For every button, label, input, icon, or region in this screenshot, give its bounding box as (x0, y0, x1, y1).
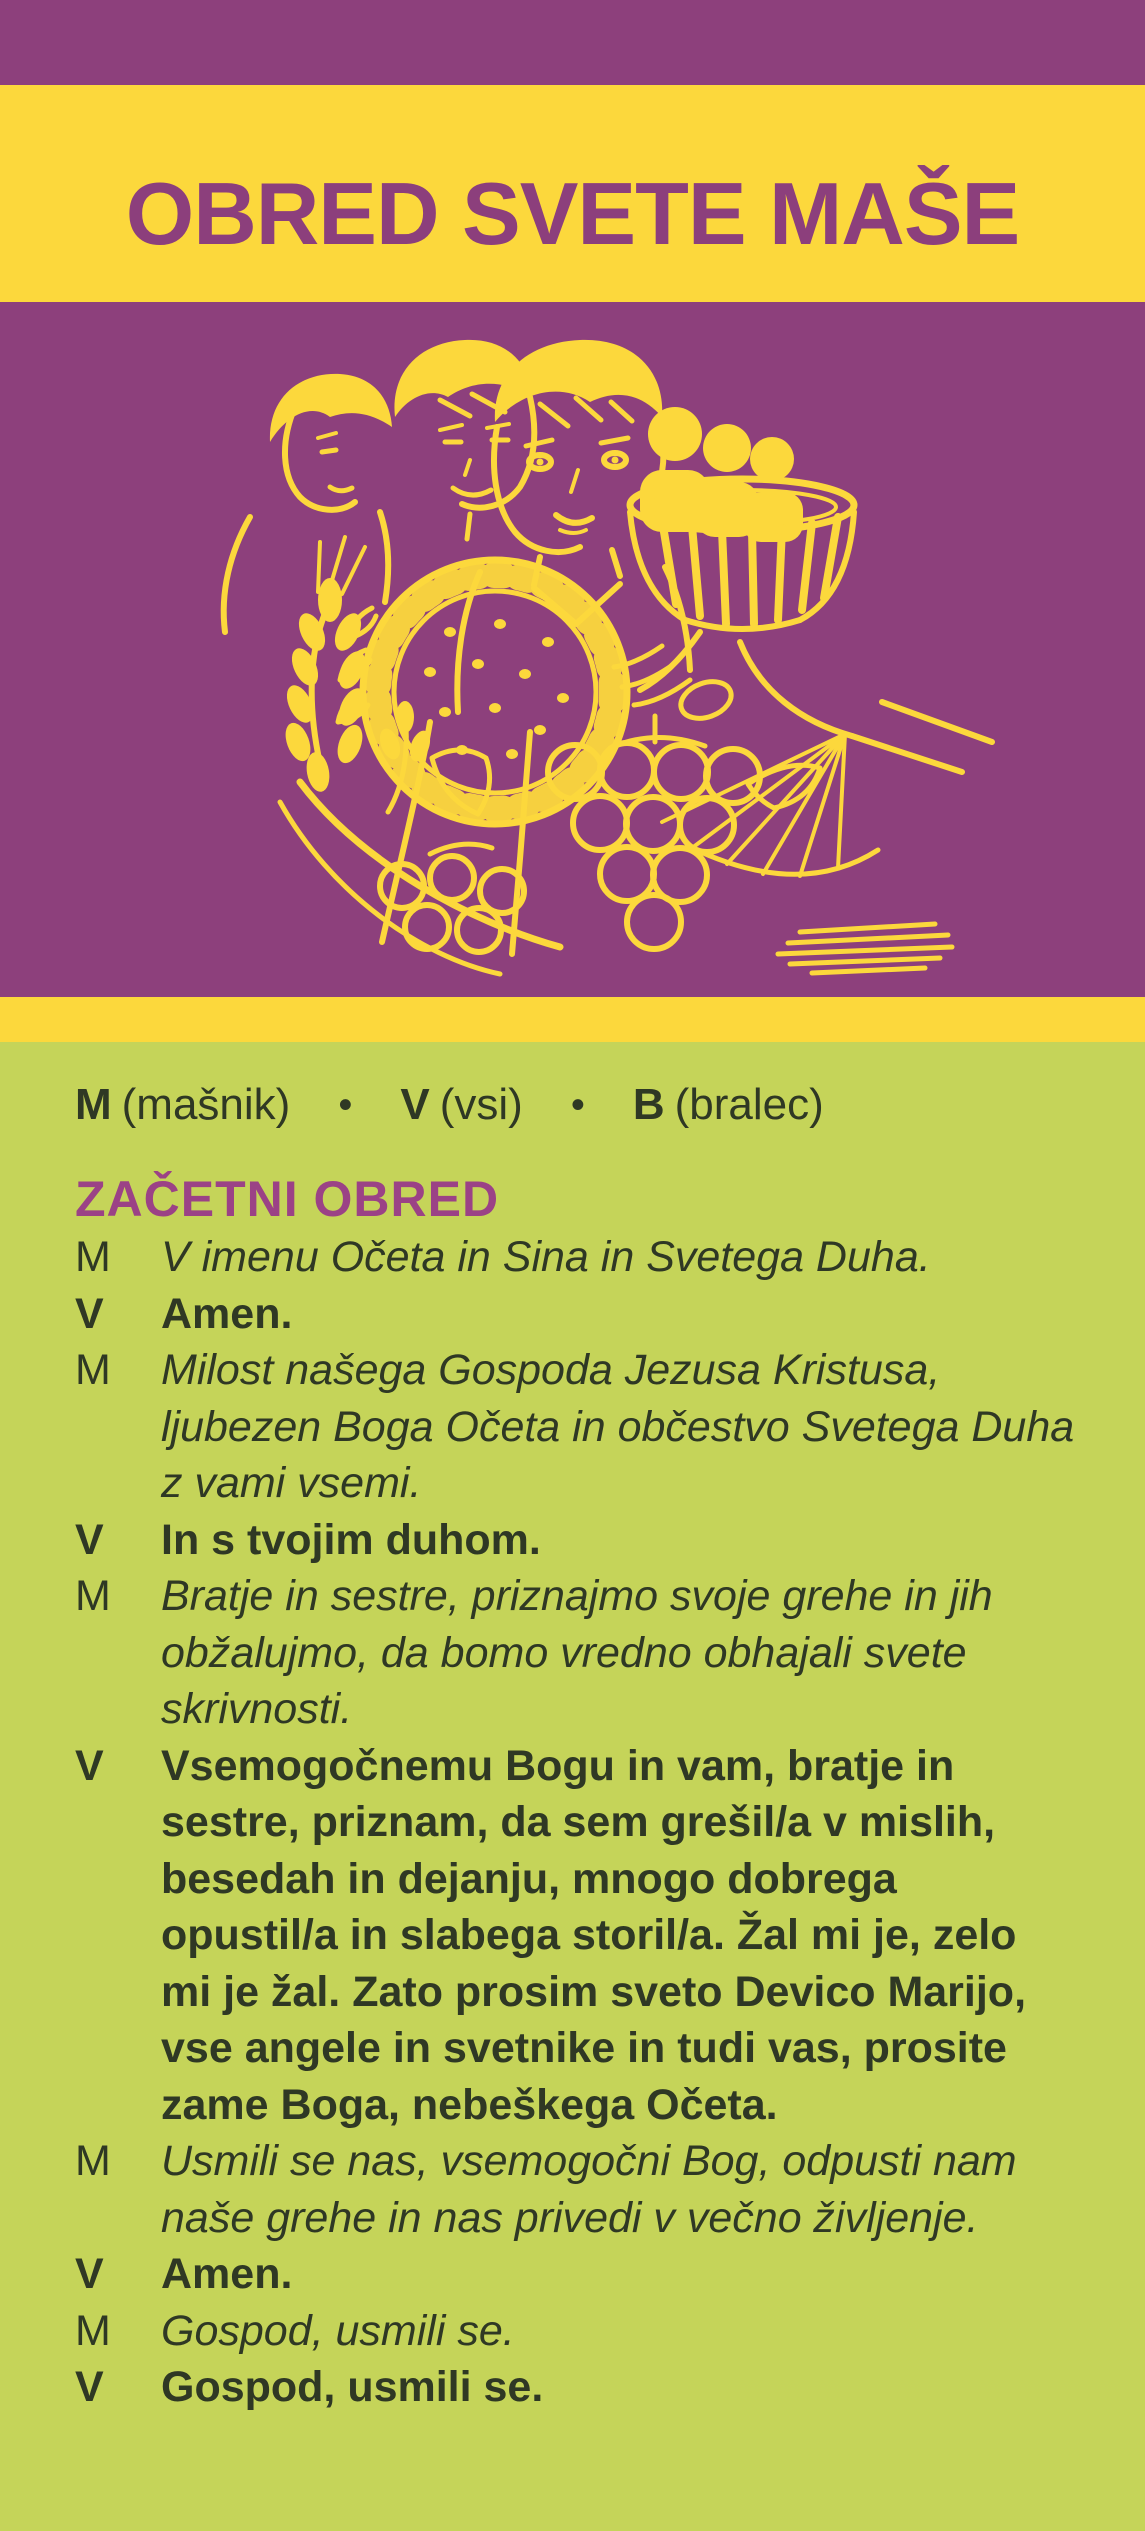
dialog-line: zame Boga, nebeškega Očeta. (161, 2080, 778, 2129)
legend-desc: (bralec) (674, 1080, 824, 1129)
dialog-text (161, 1512, 1105, 1569)
dialog-line: Usmili se nas, vsemogočni Bog, odpusti nam (161, 2137, 1017, 2185)
dialog-text (161, 2303, 1105, 2360)
speaker-label: M (75, 2137, 111, 2185)
speaker-legend (75, 1077, 1105, 1133)
dialog-line: z vami vsemi. (161, 1459, 422, 1507)
child-left-icon (224, 374, 392, 632)
dialog-line: Milost našega Gospoda Jezusa Kristusa, (161, 1346, 941, 1394)
speaker-label: M (75, 2306, 111, 2355)
dialog-line: V imenu Očeta in Sina in Svetega Duha. (161, 1233, 931, 1281)
top-border-band (0, 0, 1145, 85)
speaker-label: M (75, 1346, 111, 1394)
dialog-text (161, 1738, 1105, 2134)
legend-key: V (400, 1080, 430, 1129)
dialog-text (161, 1568, 1105, 1738)
title-band (0, 85, 1145, 302)
dialog-row (75, 2359, 1105, 2416)
dialog-row (75, 2133, 1105, 2246)
dialog-row (75, 1568, 1105, 1738)
dialog-row (75, 1738, 1105, 2134)
eucharist-illustration (0, 302, 1145, 997)
dialog-line: Amen. (161, 2250, 293, 2298)
dialog-line: mi je žal. Zato prosim sveto Devico Marijo, (161, 1967, 1027, 2016)
dialog (75, 1229, 1105, 2416)
table-hatch-lines-icon (778, 924, 952, 973)
dialog-line: naše grehe in nas privedi v večno življenje. (161, 2193, 979, 2242)
legend-item (75, 1077, 290, 1133)
dialog-text (161, 1286, 1105, 1343)
section-heading: ZAČETNI OBRED (75, 1171, 500, 1227)
legend-key: B (632, 1080, 665, 1129)
speaker-label: V (75, 2363, 104, 2411)
dialog-text (161, 1342, 1105, 1512)
speaker-label: V (75, 1741, 104, 1790)
dialog-line: Gospod, usmili se. (161, 2363, 544, 2411)
legend-key: M (75, 1080, 112, 1129)
legend-desc: (vsi) (439, 1080, 523, 1129)
dialog-line: Gospod, usmili se. (161, 2306, 515, 2355)
dialog-line: ljubezen Boga Očeta in občestvo Svetega Duha (161, 1402, 1075, 1451)
dialog-row (75, 2303, 1105, 2360)
dialog-text (161, 1229, 1105, 1286)
dialog-line: Vsemogočnemu Bogu in vam, bratje in (161, 1741, 955, 1790)
speaker-label: V (75, 1289, 104, 1338)
dialog-row (75, 1286, 1105, 1343)
page-title: OBRED SVETE MAŠE (125, 163, 1020, 263)
dialog-row (75, 1342, 1105, 1512)
legend-desc: (mašnik) (121, 1080, 291, 1129)
dialog-text (161, 2246, 1105, 2303)
illustration-band (0, 302, 1145, 997)
speaker-label: V (75, 1515, 104, 1564)
bullet-separator: • (338, 1083, 353, 1127)
dialog-text (161, 2359, 1105, 2416)
hand-holding-chalice-icon (614, 632, 992, 876)
dialog-line: Bratje in sestre, priznajmo svoje grehe in jih (161, 1572, 993, 1620)
grapes-icon (548, 716, 820, 949)
dialog-text (161, 2133, 1105, 2246)
dialog-row (75, 1512, 1105, 1569)
dialog-line: In s tvojim duhom. (161, 1515, 541, 1564)
dialog-line: skrivnosti. (161, 1685, 353, 1733)
dialog-row (75, 2246, 1105, 2303)
speaker-label: V (75, 2250, 104, 2298)
bullet-separator: • (570, 1083, 585, 1127)
dialog-line: besedah in dejanju, mnogo dobrega (161, 1854, 897, 1903)
dialog-line: obžalujmo, da bomo vredno obhajali svete (161, 1628, 967, 1677)
speaker-label: M (75, 1233, 111, 1281)
content-section (0, 1042, 1145, 2531)
divider-band (0, 997, 1145, 1042)
dialog-line: opustil/a in slabega storil/a. Žal mi je, zelo (161, 1911, 1017, 1959)
legend-item (633, 1077, 824, 1133)
legend-item (400, 1077, 522, 1133)
speaker-label: M (75, 1572, 111, 1620)
dialog-line: sestre, priznam, da sem grešil/a v mislih, (161, 1798, 996, 1846)
dialog-row (75, 1229, 1105, 1286)
dialog-line: Amen. (161, 1289, 293, 1338)
dialog-line: vse angele in svetnike in tudi vas, prosite (161, 2024, 1007, 2072)
